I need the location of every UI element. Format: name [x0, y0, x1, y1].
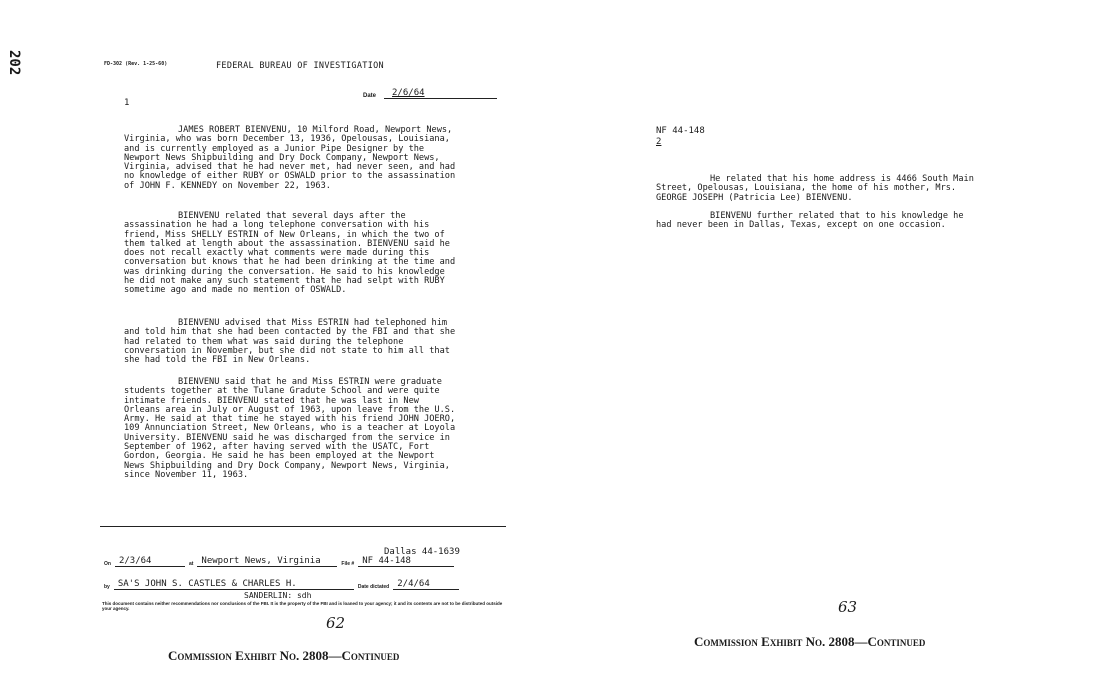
interview-row: [100, 556, 454, 567]
disclaimer: This document contains neither recommendations nor conclusions of the FBI. It is the property of the FBI and is loaned to your agency; it and its contents are not to be distributed outside your agency.: [102, 601, 503, 612]
exhibit-caption-text: Commission Exhibit No. 2808—Continued: [168, 648, 400, 663]
dictated-label: Date dictated: [357, 584, 390, 590]
exhibit-caption-text: Commission Exhibit No. 2808—Continued: [694, 634, 926, 649]
agents-names: SA'S JOHN S. CASTLES & CHARLES H.: [114, 579, 354, 590]
interview-location: Newport News, Virginia: [197, 556, 337, 567]
file-label: File #: [341, 561, 355, 567]
paragraph: BIENVENU related that several days after the assassination he had a long telephone conversation with his friend, Miss SHELLY ESTRIN of New Orleans, in which the two of them talked at length about the assassination. BIENVENU said he does not recall exactly what comments were made during this conversation but knows that he had been drinking at the time and was drinking during the conversation. He said to his knowledge he did not make any such statement that he had selpt with RUBY sometime ago and made no mention of OSWALD.: [124, 211, 456, 296]
agents-row: [100, 579, 459, 590]
dictated-date: 2/4/64: [393, 579, 459, 590]
on-label: On: [104, 561, 111, 567]
paragraph: He related that his home address is 4466 South Main Street, Opelousas, Louisiana, the home of his mother, Mrs. GEORGE JOSEPH (Patricia Lee) BIENVENU.: [656, 174, 974, 203]
by-label: by: [104, 584, 110, 590]
handwritten-page-number: 62: [326, 614, 346, 632]
paragraph: JAMES ROBERT BIENVENU, 10 Milford Road, Newport News, Virginia, who was born December 13, 1936, Opelousas, Louisiana, and is currently employed as a Junior Pipe Designer by the Newport News Shipbuilding and Dry Dock Company, Newport News, Virginia, advised that he had never met, had never seen, and had no knowledge of either RUBY or OSWALD prior to the assassination of JOHN F. KENNEDY on November 22, 1963.: [124, 125, 456, 191]
at-label: at: [188, 561, 194, 567]
divider: [100, 526, 506, 527]
paragraph: BIENVENU said that he and Miss ESTRIN were graduate students together at the Tulane Gradute School and were quite intimate friends. BIENVENU stated that he was last in New Orleans area in July or August of 1963, upon leave from the U.S. Army. He said at that time he stayed with his friend JOHN JOERO, 109 Annunciation Street, New Orleans, who is a teacher at Loyola University. BIENVENU said he was discharged from the service in September of 1962, after having served with the USATC, Fort Gordon, Georgia. He said he has been employed at the Newport News Shipbuilding and Dry Dock Company, Newport News, Virginia, since November 11, 1963.: [124, 377, 456, 480]
interview-date: 2/3/64: [115, 556, 185, 567]
right-page-number: 2: [656, 137, 662, 147]
exhibit-caption: [694, 634, 925, 650]
paragraph: BIENVENU further related that to his knowledge he had never been in Dallas, Texas, except on one occasion.: [656, 211, 964, 231]
file-number: NF 44-148: [358, 556, 454, 567]
date-value: 2/6/64: [384, 88, 497, 99]
agents-names-cont: SANDERLIN: sdh: [244, 591, 312, 600]
page-one-number: 1: [124, 98, 130, 108]
exhibit-caption: [168, 648, 399, 664]
side-page-number: 202: [6, 50, 22, 76]
date-row: [363, 88, 497, 99]
form-number: FD-302 (Rev. 1-25-60): [104, 61, 168, 67]
office-file-number: Dallas 44-1639: [384, 547, 460, 557]
handwritten-page-number: 63: [838, 598, 858, 616]
paragraph: BIENVENU advised that Miss ESTRIN had telephoned him and told him that she had been contacted by the FBI and that she had related to them what was said during the telephone conversation in November, but she did not state to him all that she had told the FBI in New Orleans.: [124, 318, 456, 366]
right-file-number: NF 44-148: [656, 126, 705, 136]
agency-header: FEDERAL BUREAU OF INVESTIGATION: [216, 61, 384, 71]
date-label: Date: [363, 93, 377, 99]
